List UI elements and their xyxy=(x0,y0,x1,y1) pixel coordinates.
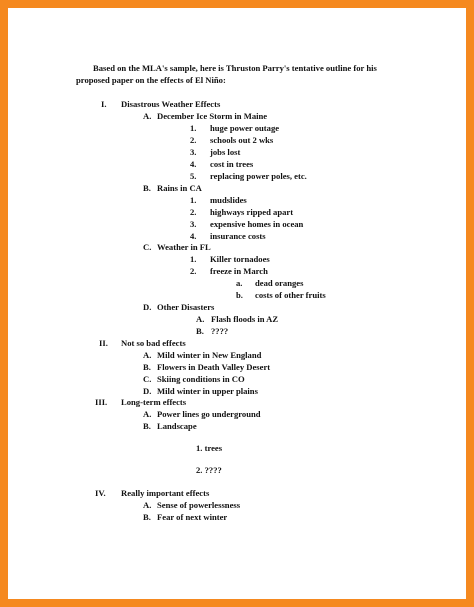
s1-a-1-text: huge power outage xyxy=(210,123,280,133)
s1-a-heading: December Ice Storm in Maine xyxy=(157,111,268,121)
s1-d-mark: D. xyxy=(143,302,152,312)
s1-c-1-num: 1. xyxy=(190,254,197,264)
s3-b-text: Landscape xyxy=(157,421,197,431)
s2-c-text: Skiing conditions in CO xyxy=(157,374,245,384)
s1-c-2-num: 2. xyxy=(190,266,197,276)
section-2-heading: Not so bad effects xyxy=(121,338,186,348)
s1-a-5-text: replacing power poles, etc. xyxy=(210,171,307,181)
s2-a-text: Mild winter in New England xyxy=(157,350,262,360)
s4-a-text: Sense of powerlessness xyxy=(157,500,241,510)
s4-a-mark: A. xyxy=(143,500,152,510)
s1-b-2-num: 2. xyxy=(190,207,197,217)
s3-b-sub-1: 1. trees xyxy=(196,443,223,453)
s4-b-text: Fear of next winter xyxy=(157,512,228,522)
section-4-heading: Really important effects xyxy=(121,488,210,498)
s2-d-mark: D. xyxy=(143,386,152,396)
s1-c-heading: Weather in FL xyxy=(157,242,211,252)
s1-c-sub-b-mark: b. xyxy=(236,290,243,300)
s2-c-mark: C. xyxy=(143,374,152,384)
s1-c-sub-b-text: costs of other fruits xyxy=(255,290,326,300)
s1-a-2-num: 2. xyxy=(190,135,197,145)
s1-b-3-text: expensive homes in ocean xyxy=(210,219,304,229)
s1-b-mark: B. xyxy=(143,183,151,193)
s1-b-3-num: 3. xyxy=(190,219,197,229)
s3-a-mark: A. xyxy=(143,409,152,419)
s2-b-mark: B. xyxy=(143,362,151,372)
intro-line-1: Based on the MLA's sample, here is Thruston Parry's tentative outline for his xyxy=(93,63,377,73)
section-3-heading: Long-term effects xyxy=(121,397,187,407)
s1-c-mark: C. xyxy=(143,242,152,252)
section-1-heading: Disastrous Weather Effects xyxy=(121,99,221,109)
s3-a-text: Power lines go underground xyxy=(157,409,261,419)
intro-line-2: proposed paper on the effects of El Niño: xyxy=(76,75,226,85)
section-1-numeral: I. xyxy=(101,99,107,109)
s2-b-text: Flowers in Death Valley Desert xyxy=(157,362,271,372)
s1-c-sub-a-mark: a. xyxy=(236,278,243,288)
s1-d-a-mark: A. xyxy=(196,314,205,324)
s2-a-mark: A. xyxy=(143,350,152,360)
section-2-numeral: II. xyxy=(99,338,108,348)
s1-b-4-num: 4. xyxy=(190,231,197,241)
s1-c-2-text: freeze in March xyxy=(210,266,268,276)
s1-a-5-num: 5. xyxy=(190,171,197,181)
s1-a-4-num: 4. xyxy=(190,159,197,169)
s1-b-4-text: insurance costs xyxy=(210,231,266,241)
s1-a-2-text: schools out 2 wks xyxy=(210,135,274,145)
s1-d-heading: Other Disasters xyxy=(157,302,215,312)
s1-a-1-num: 1. xyxy=(190,123,197,133)
s1-b-2-text: highways ripped apart xyxy=(210,207,294,217)
s1-c-sub-a-text: dead oranges xyxy=(255,278,304,288)
s1-a-3-text: jobs lost xyxy=(210,147,241,157)
s2-d-text: Mild winter in upper plains xyxy=(157,386,258,396)
s1-b-heading: Rains in CA xyxy=(157,183,202,193)
s1-b-1-num: 1. xyxy=(190,195,197,205)
s3-b-mark: B. xyxy=(143,421,151,431)
s1-d-b-mark: B. xyxy=(196,326,204,336)
section-3-numeral: III. xyxy=(95,397,108,407)
s4-b-mark: B. xyxy=(143,512,151,522)
section-4-numeral: IV. xyxy=(95,488,106,498)
s1-b-1-text: mudslides xyxy=(210,195,247,205)
s1-a-3-num: 3. xyxy=(190,147,197,157)
s1-c-1-text: Killer tornadoes xyxy=(210,254,270,264)
s1-d-b-text: ???? xyxy=(211,326,229,336)
s3-b-sub-2: 2. ???? xyxy=(196,465,222,475)
s1-a-4-text: cost in trees xyxy=(210,159,254,169)
s1-d-a-text: Flash floods in AZ xyxy=(211,314,279,324)
s1-a-mark: A. xyxy=(143,111,152,121)
